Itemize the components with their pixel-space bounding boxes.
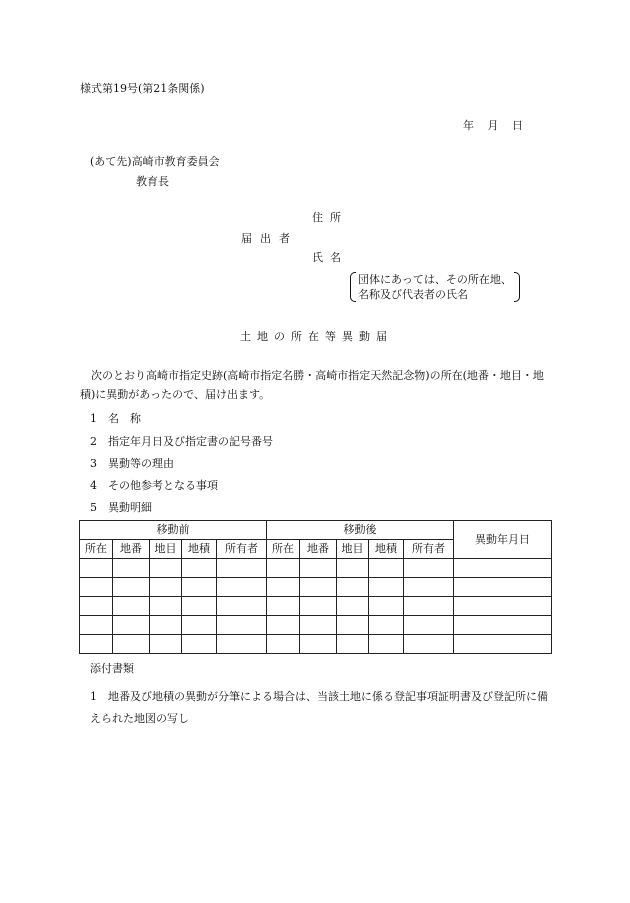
addressee: (あて先)高崎市教育委員会 <box>90 155 220 168</box>
column-header: 地積 <box>182 540 217 559</box>
attachments-heading: 添付書類 <box>90 662 134 675</box>
list-item <box>90 479 218 493</box>
item-label: 名 称 <box>108 412 141 425</box>
list-item <box>90 501 152 515</box>
attachment-item <box>90 686 550 730</box>
column-header: 地目 <box>337 540 369 559</box>
table-row <box>80 616 552 635</box>
group-after-header: 移動後 <box>267 521 454 540</box>
group-before-header: 移動前 <box>80 521 267 540</box>
change-detail-table <box>79 520 552 654</box>
table-row <box>80 635 552 654</box>
column-header: 所在 <box>267 540 300 559</box>
column-header: 所有者 <box>217 540 267 559</box>
item-label: その他参考となる事項 <box>108 479 218 492</box>
item-number: 1 <box>90 412 97 425</box>
table-row <box>80 559 552 578</box>
notifier-label: 届出者 <box>241 232 298 245</box>
change-date-header: 異動年月日 <box>454 521 552 559</box>
column-header: 所在 <box>80 540 113 559</box>
column-header: 地番 <box>113 540 150 559</box>
form-number: 様式第19号(第21条関係) <box>80 82 205 95</box>
column-header: 地積 <box>369 540 404 559</box>
table-header-row <box>80 521 552 540</box>
item-number: 5 <box>90 501 97 514</box>
item-number: 4 <box>90 479 97 492</box>
organization-note-line2: 名称及び代表者の氏名 <box>358 288 468 301</box>
attachment-number: 1 <box>90 690 97 703</box>
item-number: 3 <box>90 457 97 470</box>
organization-note-line1: 団体にあっては、その所在地、 <box>358 273 512 286</box>
item-label: 指定年月日及び指定書の記号番号 <box>108 435 273 448</box>
document-body: 次のとおり高崎市指定史跡(高崎市指定名勝・高崎市指定天然記念物)の所在(地番・地目・地積)に異動があったので、届け出ます。 <box>80 369 544 401</box>
column-header: 地目 <box>150 540 182 559</box>
column-header: 所有者 <box>404 540 454 559</box>
table-row <box>80 578 552 597</box>
table-row <box>80 597 552 616</box>
item-label: 異動等の理由 <box>108 457 174 470</box>
column-header: 地番 <box>300 540 337 559</box>
list-item <box>90 435 273 449</box>
document-title: 土地の所在等異動届 <box>240 330 393 343</box>
item-label: 異動明細 <box>108 501 152 514</box>
item-number: 2 <box>90 435 97 448</box>
list-item <box>90 412 141 426</box>
address-label: 住所 <box>312 211 348 224</box>
addressee-title: 教育長 <box>136 175 169 188</box>
name-label: 氏名 <box>312 251 348 264</box>
attachment-text: 地番及び地積の異動が分筆による場合は、当該土地に係る登記事項証明書及び登記所に備えられた地図の写し <box>90 690 548 725</box>
list-item <box>90 457 174 471</box>
date-line: 年 月 日 <box>463 119 523 132</box>
organization-note <box>350 272 520 302</box>
